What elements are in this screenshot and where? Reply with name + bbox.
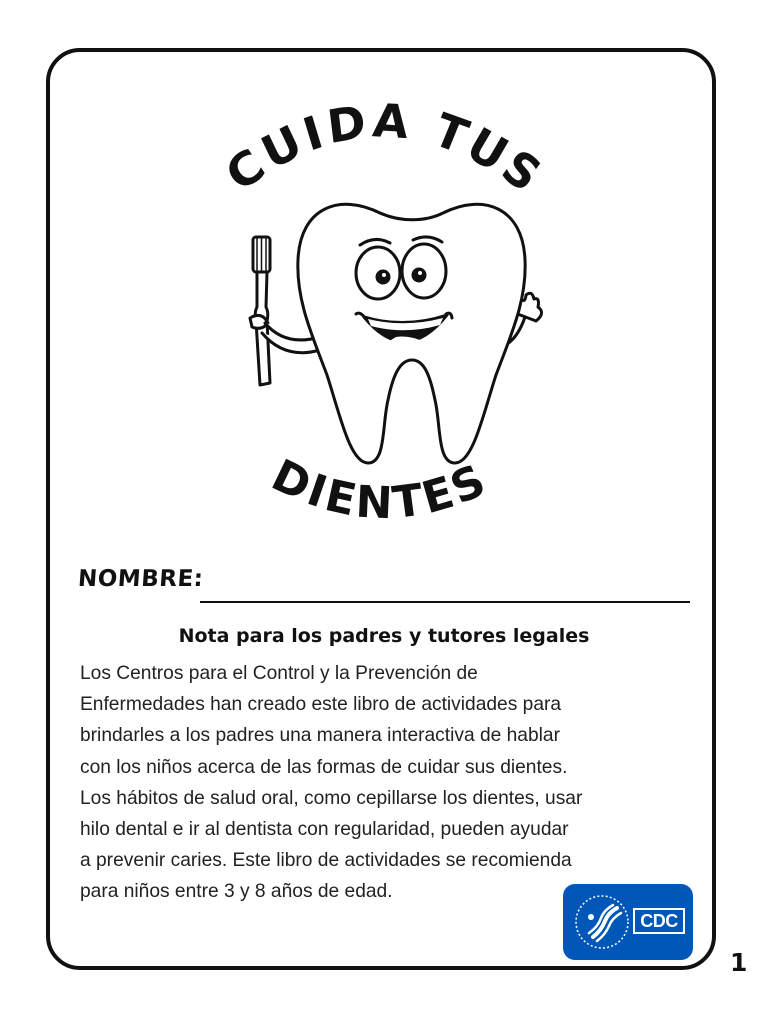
note-line: Los hábitos de salud oral, como cepillarse los dientes, usar [80,787,583,809]
title-bottom: DIENTES [263,449,496,530]
cover-illustration [190,85,570,555]
note-line: con los niños acerca de las formas de cuidar sus dientes. [80,756,568,778]
note-body [80,658,692,908]
title-top: CUIDA TUS [216,93,555,205]
note-title: Nota para los padres y tutores legales [178,625,590,647]
cdc-logo-text: CDC [633,908,685,934]
toothbrush-icon [250,237,270,385]
note-line: Los Centros para el Control y la Prevención de [80,663,478,684]
note-line: para niños entre 3 y 8 años de edad. [80,881,393,903]
note-line: brindarles a los padres una manera interactiva de hablar [80,725,560,747]
page-number: 1 [730,948,748,977]
note-line: Enfermedades han creado este libro de actividades para [80,694,562,716]
hhs-seal-icon [571,891,633,953]
name-label: NOMBRE: [77,566,205,592]
cdc-logo [563,884,693,960]
name-field[interactable] [78,566,690,606]
tooth-character-icon [262,204,542,463]
note-line: hilo dental e ir al dentista con regularidad, pueden ayudar [80,819,569,841]
name-write-line[interactable] [200,601,690,603]
note-line: a prevenir caries. Este libro de actividades se recomienda [80,850,572,872]
